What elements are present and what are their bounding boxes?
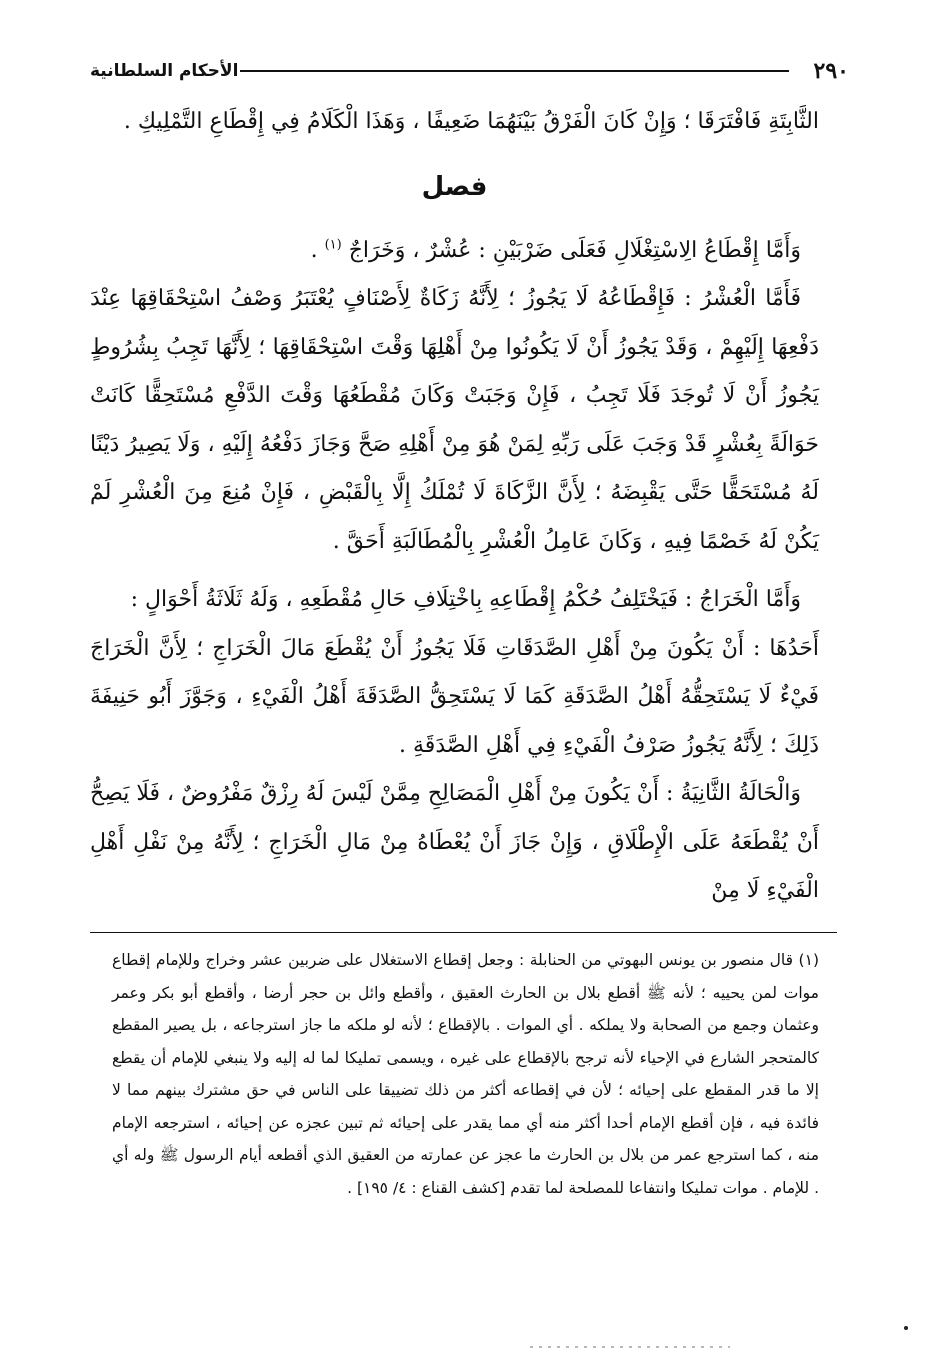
footnote-text: (١) قال منصور بن يونس البهوتي من الحنابلة : وجعل إقطاع الاستغلال على ضربين عشر وخراج وللإمام إقطاع موات لمن يحييه ؛ لأنه ﷺ أقطع بلال بن الحارث العقيق ، وأقطع وائل بن حجر أرضا ، وأقطع أبو بكر وعمر وعثمان وجمع من الصحابة ولا يملكه . أي الموات . بالإقطاع ؛ لأنه لو ملكه ما جاز استرجاعه ، بل يصير المقطع كالمتحجر الشارع في الإحياء لأنه ترجح بالإقطاع على غيره ، ويسمى تمليكا لما له إليه ولا ينبغي للإمام أن يقطع إلا ما قدر المقطع على إحيائه ؛ لأن في إقطاعه أكثر من ذلك تضييقا على الناس في حق مشترك بينهم مما لا فائدة فيه ، فإن أقطع الإمام أحدا أكثر منه أي مما يقدر على إحيائه ثم تبين عجزه عن إحيائه ، استرجعه الإمام منه ، كما استرجع عمر من بلال بن الحارث ما عجز عن عمارته من العقيق الذي أقطعه أيام الرسول ﷺ وله أي . للإمام . موات تمليكا وانتفاعا للمصلحة لما تقدم [كشف القناع : ٤/ ١٩٥] .: [112, 951, 819, 1197]
paragraph-intro-text: وَأَمَّا إِقْطَاعُ الِاسْتِغْلَالِ فَعَلَى ضَرْبَيْنِ : عُشْرٌ ، وَخَرَاجٌ: [348, 237, 801, 263]
section-title: فصل: [421, 171, 488, 202]
paragraph-intro: [90, 227, 819, 276]
paragraph-continuation: الثَّابِتَةِ فَافْتَرَقَا ؛ وَإِنْ كَانَ الْفَرْقُ بَيْنَهُمَا ضَعِيفًا ، وَهَذَا الْكَلَامُ فِي إِقْطَاعِ التَّمْلِيكِ .: [123, 109, 819, 134]
main-text: [90, 98, 819, 916]
footnote-marker[interactable]: (١): [324, 237, 342, 253]
footnote: [112, 944, 819, 1204]
page-number: ٢٩٠: [813, 58, 849, 84]
paragraph-intro-end: .: [310, 237, 325, 263]
book-title: الأحكام السلطانية: [90, 61, 239, 81]
header-divider: [240, 70, 789, 72]
scan-smudge: [530, 1346, 730, 1348]
paragraph-first-case: أَحَدُهَا : أَنْ يَكُونَ مِنْ أَهْلِ الصَّدَقَاتِ فَلَا يَجُوزُ أَنْ يُقْطَعَ مَالَ الْخَرَاجِ ؛ لِأَنَّ الْخَرَاجَ فَيْءٌ لَا يَسْتَحِقُّهُ أَهْلُ الصَّدَقَةِ كَمَا لَا يَسْتَحِقُّ الصَّدَقَةَ أَهْلُ الْفَيْءِ ، وَجَوَّزَ أَبُو حَنِيفَةَ ذَلِكَ ؛ لِأَنَّهُ يَجُوزُ صَرْفُ الْفَيْءِ فِي أَهْلِ الصَّدَقَةِ .: [90, 635, 819, 758]
scan-dot: [904, 1326, 908, 1330]
paragraph-second-case: وَالْحَالَةُ الثَّانِيَةُ : أَنْ يَكُونَ مِنْ أَهْلِ الْمَصَالِحِ مِمَّنْ لَيْسَ لَهُ رِزْقٌ مَفْرُوضٌ ، فَلَا يَصِحُّ أَنْ يُقْطَعَهُ عَلَى الْإِطْلَاقِ ، وَإِنْ جَازَ أَنْ يُعْطَاهُ مِنْ مَالِ الْخَرَاجِ ؛ لِأَنَّهُ مِنْ نَفْلِ أَهْلِ الْفَيْءِ لَا مِنْ: [90, 781, 819, 903]
paragraph-kharaj: وَأَمَّا الْخَرَاجُ : فَيَخْتَلِفُ حُكْمُ إِقْطَاعِهِ بِاخْتِلَافِ حَالِ مُقْطَعِهِ ، وَلَهُ ثَلَاثَةُ أَحْوَالٍ :: [130, 587, 801, 612]
paragraph-ushr: فَأَمَّا الْعُشْرُ : فَإِقْطَاعُهُ لَا يَجُوزُ ؛ لِأَنَّهُ زَكَاةٌ لِأَصْنَافٍ يُعْتَبَرُ وَصْفُ اسْتِحْقَاقِهَا عِنْدَ دَفْعِهَا إِلَيْهِمْ ، وَقَدْ يَجُوزُ أَنْ لَا يَكُونُوا مِنْ أَهْلِهَا وَقْتَ اسْتِحْقَاقِهَا ؛ لِأَنَّهَا تَجِبُ بِشُرُوطٍ يَجُوزُ أَنْ لَا تُوجَدَ فَلَا تَجِبُ ، فَإِنْ وَجَبَتْ وَكَانَ مُقْطَعُهَا وَقْتَ الدَّفْعِ مُسْتَحِقًّا كَانَتْ حَوَالَةً بِعُشْرٍ قَدْ وَجَبَ عَلَى رَبِّهِ لِمَنْ هُوَ مِنْ أَهْلِهِ صَحَّ وَجَازَ دَفْعُهُ إِلَيْهِ ، وَلَا يَصِيرُ دَيْنًا لَهُ مُسْتَحَقًّا حَتَّى يَقْبِضَهُ ؛ لِأَنَّ الزَّكَاةَ لَا تُمْلَكُ إِلَّا بِالْقَبْضِ ، فَإِنْ مُنِعَ مِنَ الْعُشْرِ لَمْ يَكُنْ لَهُ خَصْمًا فِيهِ ، وَكَانَ عَامِلُ الْعُشْرِ بِالْمُطَالَبَةِ أَحَقَّ .: [90, 286, 819, 554]
footnote-divider: [90, 932, 837, 933]
paragraph-gap: [90, 566, 819, 576]
page-header: [90, 56, 849, 90]
